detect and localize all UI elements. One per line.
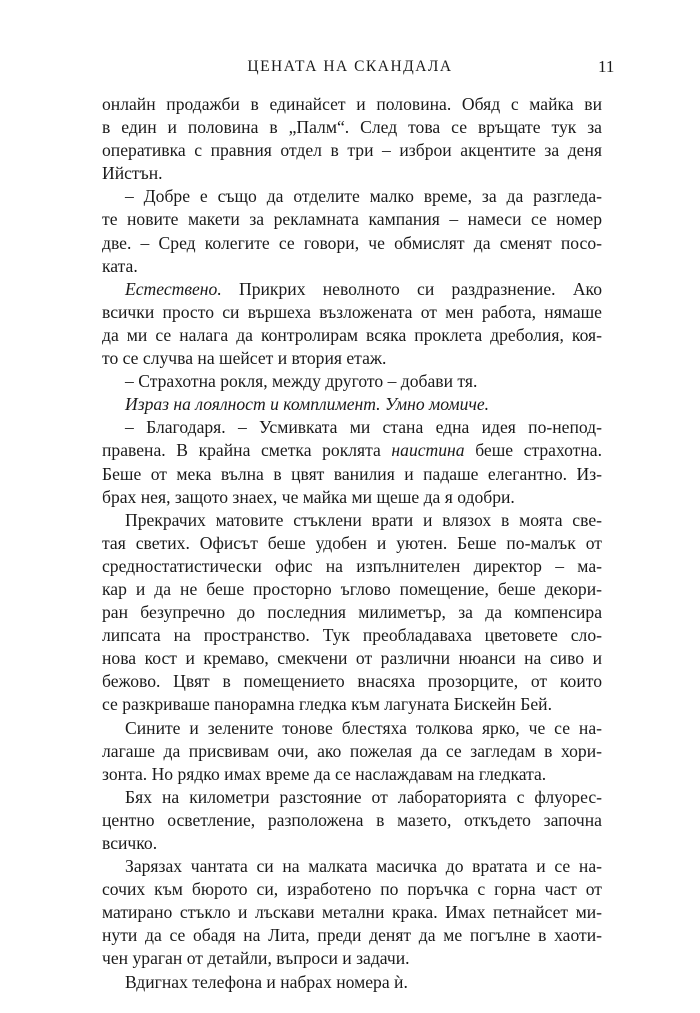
text-line: всички просто си вършеха възложената от мен работа, нямаше bbox=[102, 301, 602, 322]
text-line: Прекрачих матовите стъклени врати и влязох в моята све- bbox=[125, 509, 602, 530]
body-text bbox=[102, 93, 602, 994]
text-line: Вдигнах телефона и набрах номера ѝ. bbox=[125, 971, 408, 992]
text-line: липсата на пространство. Тук преобладаваха цветовете сло- bbox=[102, 625, 602, 646]
text-line: центно осветление, разположена в мазето, откъдето започна bbox=[102, 809, 602, 830]
text-line: Сините и зелените тонове блестяха толкова ярко, че се на- bbox=[125, 717, 602, 738]
paragraph bbox=[102, 393, 602, 416]
text-line: в един и половина в „Палм“. След това се връщате тук за bbox=[102, 117, 602, 138]
text-line: ката. bbox=[102, 255, 138, 276]
text-line: Ийстън. bbox=[102, 163, 163, 184]
italic-run: Естествено. bbox=[125, 278, 222, 299]
text-line: кар и да не беше просторно ъглово помещение, беше декори- bbox=[102, 578, 602, 599]
running-title: ЦЕНАТА НА СКАНДАЛА bbox=[247, 58, 453, 75]
paragraph bbox=[102, 855, 602, 970]
text-line: Зарязах чантата си на малката масичка до вратата и се на- bbox=[125, 856, 602, 877]
text-line: онлайн продажби в единайсет и половина. Обяд с майка ви bbox=[102, 94, 602, 114]
text-line: тая светих. Офисът беше удобен и уютен. Беше по-малък от bbox=[102, 532, 602, 553]
text-line: средностатистически офис на изпълнителен директор – ма- bbox=[102, 555, 602, 576]
text-line: – Добре е също да отделите малко време, за да разгледа- bbox=[125, 186, 602, 207]
text-run: Прикрих неволното си раздразнение. Ако bbox=[221, 278, 602, 299]
text-line: брах нея, защото знаех, че майка ми щеше да я одобри. bbox=[102, 486, 515, 507]
paragraph bbox=[102, 185, 602, 277]
text-line: лагаше да присвивам очи, ако пожелая да се загледам в хори- bbox=[102, 740, 602, 761]
text-line: Бях на километри разстояние от лабораторията с флуорес- bbox=[125, 786, 602, 807]
text-run: беше страхотна. bbox=[464, 440, 602, 461]
text-line: нова кост и кремаво, смекчени от различни нюанси на сиво и bbox=[102, 648, 602, 669]
text-line bbox=[102, 439, 602, 462]
paragraph bbox=[102, 786, 602, 855]
text-run: правена. В крайна сметка роклята bbox=[102, 440, 392, 461]
text-line: всичко. bbox=[102, 833, 158, 853]
text-line: то се случва на шейсет и втория етаж. bbox=[102, 348, 387, 369]
text-line bbox=[102, 278, 602, 301]
paragraph bbox=[102, 717, 602, 786]
text-line: зонта. Но рядко имах време да се наслаждавам на гледката. bbox=[102, 763, 547, 784]
page-number: 11 bbox=[598, 57, 615, 76]
paragraph bbox=[102, 416, 602, 508]
paragraph bbox=[102, 278, 602, 370]
text-line: да ми се налага да контролирам всяка проклета дреболия, коя- bbox=[102, 324, 602, 345]
text-line: ран безупречно до последния милиметър, за да компенсира bbox=[102, 602, 602, 623]
text-line bbox=[102, 393, 602, 416]
text-line: чен ураган от детайли, въпроси и задачи. bbox=[102, 948, 410, 969]
paragraph bbox=[102, 370, 602, 393]
text-line: – Благодаря. – Усмивката ми стана една идея по-непод- bbox=[125, 417, 602, 438]
text-line: матирано стъкло и лъскави метални крака. Имах петнайсет ми- bbox=[102, 902, 602, 923]
text-line: две. – Сред колегите се говори, че обмислят да сменят посо- bbox=[102, 232, 602, 253]
text-line: нути да се обадя на Лита, преди денят да ме погълне в хаоти- bbox=[102, 925, 602, 946]
text-line: Беше от мека вълна в цвят ванилия и падаше елегантно. Из- bbox=[102, 463, 602, 484]
text-line: – Страхотна рокля, между другото – добави тя. bbox=[125, 371, 478, 392]
text-line: сочих към бюрото си, изработено по поръчка с горна част от bbox=[102, 879, 602, 900]
text-line: се разкриваше панорамна гледка към лагуната Бискейн Бей. bbox=[102, 694, 552, 715]
text-line: бежово. Цвят в помещението внасяха прозорците, от които bbox=[102, 671, 602, 692]
text-line: те новите макети за рекламната кампания – намеси се номер bbox=[102, 209, 602, 230]
paragraph bbox=[102, 509, 602, 717]
italic-run: Израз на лоялност и комплимент. Умно момиче. bbox=[125, 394, 490, 415]
paragraph bbox=[102, 93, 602, 185]
text-line: оперативка с правния отдел в три – изброи акцентите за деня bbox=[102, 140, 602, 161]
italic-run: наистина bbox=[391, 440, 465, 461]
paragraph bbox=[102, 971, 602, 994]
